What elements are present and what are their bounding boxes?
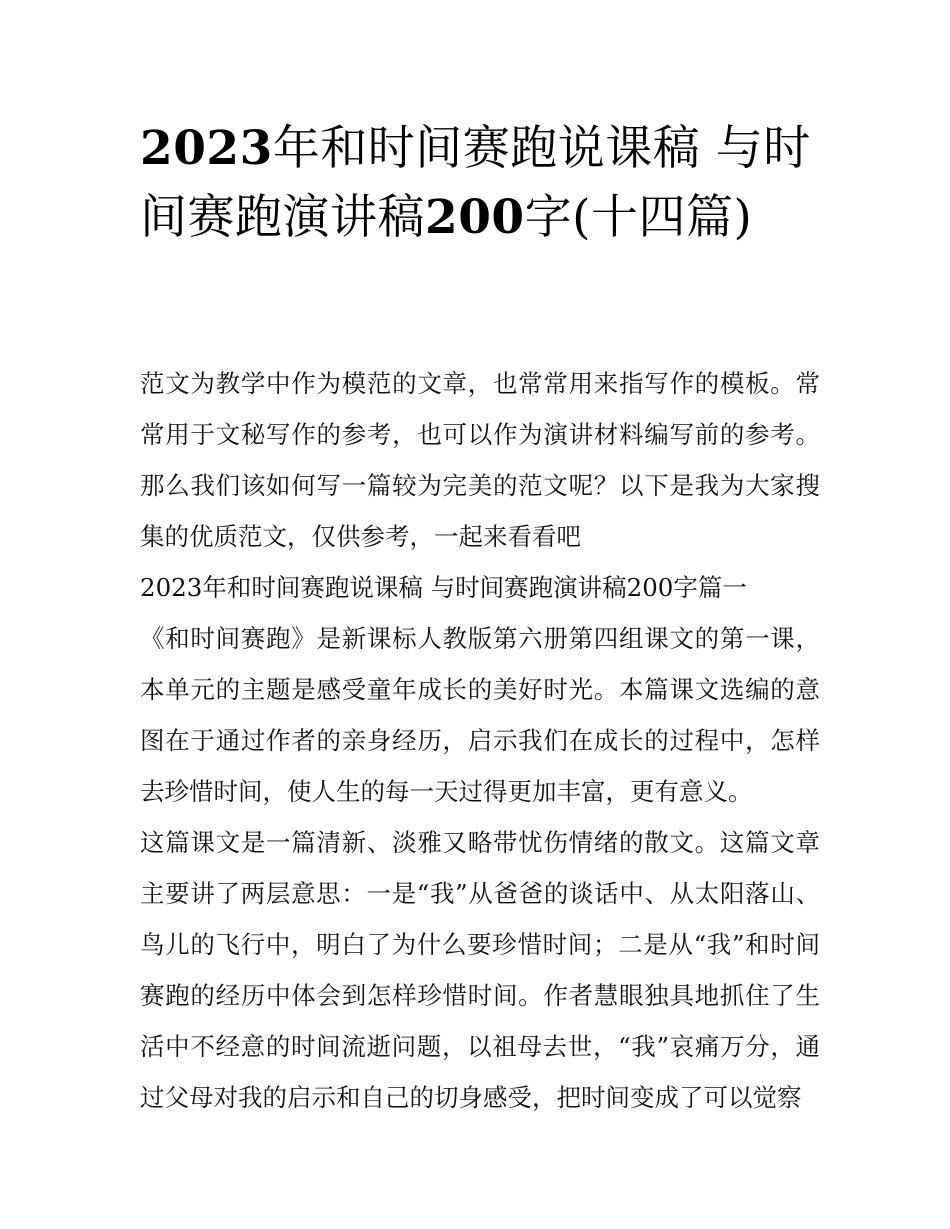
intro-paragraph: 范文为教学中作为模范的文章，也常常用来指写作的模板。常常用于文秘写作的参考，也可以作为演讲材料编写前的参考。那么我们该如何写一篇较为完美的范文呢？以下是我为大家搜集的优质范文，仅供参考，一起来看看吧 [140,369,820,551]
document-body [140,358,820,1123]
title-count: 200 [425,190,525,245]
section-heading: 2023年和时间赛跑说课稿 与时间赛跑演讲稿200字篇一 [140,573,747,602]
body-paragraph-2: 这篇课文是一篇清新、淡雅又略带忧伤情绪的散文。这篇文章主要讲了两层意思：一是“我”从爸爸的谈话中、从太阳落山、鸟儿的飞行中，明白了为什么要珍惜时间；二是从“我”和时间赛跑的经历中体会到怎样珍惜时间。作者慧眼独具地抓住了生活中不经意的时间流逝问题，以祖母去世，“我”哀痛万分，通过父母对我的启示和自己的切身感受，把时间变成了可以觉察 [140,828,820,1112]
title-text-1: 年和时间赛跑说课稿 与时间赛跑演讲稿 [140,121,811,245]
body-paragraph-1: 《和时间赛跑》是新课标人教版第六册第四组课文的第一课，本单元的主题是感受童年成长的美好时光。本篇课文选编的意图在于通过作者的亲身经历，启示我们在成长的过程中，怎样去珍惜时间，使人生的每一天过得更加丰富，更有意义。 [140,624,820,806]
title-text-2: 字(十四篇) [524,190,753,245]
document-title [140,114,820,252]
title-year: 2023 [140,121,273,176]
